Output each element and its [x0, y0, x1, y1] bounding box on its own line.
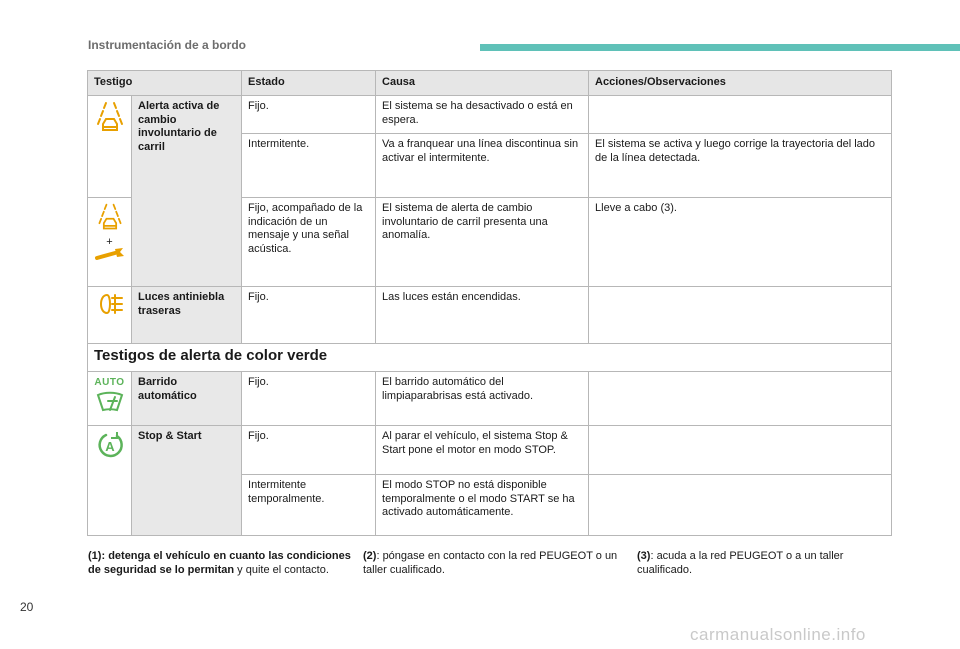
- footnote-2-text: : póngase en contacto con la red PEUGEOT o un taller cualificado.: [363, 550, 618, 576]
- stopstart-name-cell: Stop & Start: [132, 426, 242, 536]
- column-header-testigo: Testigo: [88, 71, 242, 96]
- stop-start-icon: [95, 430, 125, 460]
- stopstart-row1-causa: Al parar el vehículo, el sistema Stop & Start pone el motor en modo STOP.: [376, 426, 589, 475]
- wiper-causa: El barrido automático del limpiaparabrisas está activado.: [376, 372, 589, 426]
- wrench-icon: [93, 248, 127, 262]
- stop-start-icon-letter: A: [104, 439, 115, 454]
- lane-row1-acciones: [589, 96, 892, 134]
- rear-fog-lamp-icon: [95, 291, 125, 317]
- lane-row2-estado: Intermitente.: [242, 134, 376, 198]
- stopstart-row2-estado: Intermitente temporalmente.: [242, 475, 376, 536]
- stopstart-row2-causa: El modo STOP no está disponible temporalmente o el modo START se ha activado automáticamente.: [376, 475, 589, 536]
- stopstart-icon-cell: [88, 426, 132, 536]
- lane-row3-estado: Fijo, acompañado de la indicación de un mensaje y una señal acústica.: [242, 198, 376, 287]
- auto-wiper-icon: [95, 390, 125, 414]
- lane-row3-acciones: Lleve a cabo (3).: [589, 198, 892, 287]
- lane-name-cell: Alerta activa de cambio involuntario de carril: [132, 96, 242, 287]
- stopstart-row1-estado: Fijo.: [242, 426, 376, 475]
- lane-row2-causa: Va a franquear una línea discontinua sin activar el intermitente.: [376, 134, 589, 198]
- footnote-1: (1): detenga el vehículo en cuanto las condiciones de seguridad se lo permitan y quite el contacto.: [88, 550, 351, 576]
- lane-row1-estado: Fijo.: [242, 96, 376, 134]
- auto-label: AUTO: [94, 377, 125, 388]
- footnote-1-text: y quite el contacto.: [234, 563, 329, 576]
- footnote-3-number: (3): [637, 550, 651, 562]
- green-section-title: Testigos de alerta de color verde: [88, 344, 892, 372]
- stopstart-row1-acciones: [589, 426, 892, 475]
- footnote-3-text: : acuda a la red PEUGEOT o a un taller cualificado.: [637, 550, 844, 576]
- footnote-2-number: (2): [363, 550, 377, 562]
- fog-estado: Fijo.: [242, 287, 376, 344]
- footnote-1-bold-text: detenga el vehículo en cuanto las condiciones de seguridad se lo permitan: [88, 550, 351, 576]
- wiper-acciones: [589, 372, 892, 426]
- footnote-1-number: (1): [88, 550, 102, 562]
- table-header-row: [88, 71, 892, 96]
- fog-name-cell: Luces antiniebla traseras: [132, 287, 242, 344]
- table-row: [88, 287, 892, 344]
- fog-causa: Las luces están encendidas.: [376, 287, 589, 344]
- lane-row3-causa: El sistema de alerta de cambio involuntario de carril presenta una anomalía.: [376, 198, 589, 287]
- column-header-causa: Causa: [376, 71, 589, 96]
- watermark: carmanualsonline.info: [690, 625, 866, 644]
- fog-icon-cell: [88, 287, 132, 344]
- page-number: 20: [20, 600, 34, 614]
- lane-departure-icon: [95, 202, 125, 232]
- column-header-acciones: Acciones/Observaciones: [589, 71, 892, 96]
- footnote-2: [363, 550, 625, 577]
- section-header-title: Instrumentación de a bordo: [88, 38, 247, 52]
- footnote-3: [637, 550, 887, 577]
- wiper-estado: Fijo.: [242, 372, 376, 426]
- section-heading-row: [88, 344, 892, 372]
- warning-lights-table: [87, 70, 892, 536]
- plus-sign: +: [106, 235, 113, 248]
- column-header-estado: Estado: [242, 71, 376, 96]
- lane-icon-cell: [88, 96, 132, 198]
- table-row: [88, 426, 892, 475]
- lane-fault-icon-cell: [88, 198, 132, 287]
- stopstart-row2-acciones: [589, 475, 892, 536]
- fog-acciones: [589, 287, 892, 344]
- section-header-accent-bar: [480, 44, 960, 51]
- lane-row2-acciones: El sistema se activa y luego corrige la trayectoria del lado de la línea detectada.: [589, 134, 892, 198]
- wiper-name-cell: Barrido automático: [132, 372, 242, 426]
- wiper-icon-cell: [88, 372, 132, 426]
- lane-departure-icon: [93, 100, 127, 134]
- table-row: [88, 96, 892, 134]
- table-row: [88, 372, 892, 426]
- lane-row1-causa: El sistema se ha desactivado o está en espera.: [376, 96, 589, 134]
